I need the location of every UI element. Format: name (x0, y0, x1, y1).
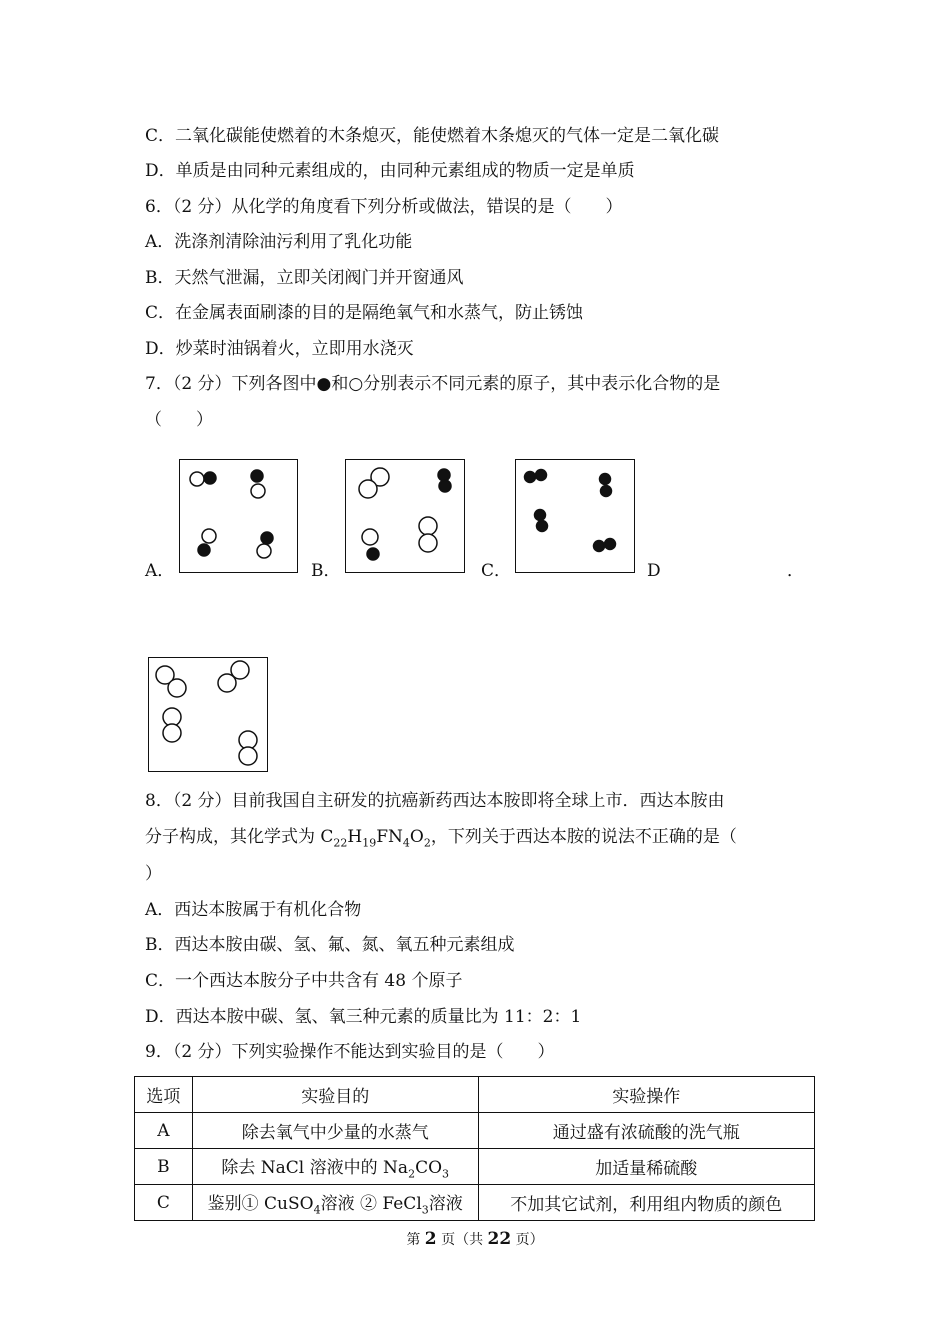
q7-diagram-a (179, 459, 298, 573)
q5-option-c: C．二氧化碳能使燃着的木条熄灭，能使燃着木条熄灭的气体一定是二氧化碳 (145, 126, 720, 146)
row-option: C (135, 1185, 193, 1221)
q5-option-d: D．单质是由同种元素组成的，由同种元素组成的物质一定是单质 (145, 161, 635, 181)
molecule-diagram-d (149, 658, 267, 771)
table-row (135, 1185, 815, 1221)
q6-option-b: B．天然气泄漏，立即关闭阀门并开窗通风 (145, 268, 464, 288)
q8-option-c: C．一个西达本胺分子中共含有 48 个原子 (145, 971, 463, 991)
q7-paren: （ ） (145, 410, 213, 430)
q6-stem: 6．（2 分）从化学的角度看下列分析或做法，错误的是（ ） (145, 197, 623, 217)
row-option: B (135, 1149, 193, 1185)
molecule-diagram-b (346, 460, 464, 572)
q6-option-d: D．炒菜时油锅着火，立即用水浇灭 (145, 339, 414, 359)
q9-stem: 9．（2 分）下列实验操作不能达到实验目的是（ ） (145, 1042, 555, 1062)
q7-label-d-dot: ． (787, 561, 804, 581)
page-footer: 第 2 页（共 22 页） (406, 1229, 544, 1249)
q7-label-d: D (647, 561, 661, 581)
row-purpose: 除去氧气中少量的水蒸气 (192, 1113, 478, 1149)
molecule-diagram-a (180, 460, 297, 572)
row-option: A (135, 1113, 193, 1149)
q7-stem: 7．（2 分）下列各图中●和○分别表示不同元素的原子，其中表示化合物的是 (145, 374, 721, 394)
row-purpose: 除去 NaCl 溶液中的 $Na_2CO_3$ (192, 1149, 478, 1185)
row-operation: 通过盛有浓硫酸的洗气瓶 (478, 1113, 814, 1149)
header-operation: 实验操作 (478, 1077, 814, 1113)
q7-diagram-b (345, 459, 465, 573)
q7-label-c: C． (481, 561, 512, 581)
q8-option-d: D．西达本胺中碳、氢、氧三种元素的质量比为 11：2：1 (145, 1007, 582, 1027)
q6-option-a: A．洗涤剂清除油污利用了乳化功能 (145, 232, 413, 252)
q7-label-b: B． (311, 561, 341, 581)
q8-stem: 8．（2 分）目前我国自主研发的抗癌新药西达本胺即将全球上市．西达本胺由 (145, 791, 725, 811)
q8-option-b: B．西达本胺由碳、氢、氟、氮、氧五种元素组成 (145, 935, 515, 955)
table-header-row (135, 1077, 815, 1113)
molecule-diagram-c (516, 460, 634, 572)
q6-option-c: C．在金属表面刷漆的目的是隔绝氧气和水蒸气，防止锈蚀 (145, 303, 584, 323)
row-purpose: 鉴别① CuSO$_4$溶液 ② FeCl$_3$溶液 (192, 1185, 478, 1221)
experiment-table (134, 1076, 815, 1221)
row-operation: 不加其它试剂，利用组内物质的颜色 (478, 1185, 814, 1221)
table-row (135, 1113, 815, 1149)
q8-option-a: A．西达本胺属于有机化合物 (145, 900, 362, 920)
table-row (135, 1149, 815, 1185)
page-total: 22 (487, 1229, 512, 1249)
q7-diagram-c (515, 459, 635, 573)
q8-stem-line3: ） (145, 864, 162, 884)
page-number: 2 (424, 1229, 437, 1249)
row-operation: 加适量稀硫酸 (478, 1149, 814, 1185)
header-option: 选项 (135, 1077, 193, 1113)
q8-stem-line2: 分子构成，其化学式为 $C_{22}H_{19}FN_4O_2$，下列关于西达本胺的说法不正确的是（ (145, 827, 737, 850)
q7-label-a: A． (145, 561, 175, 581)
q7-diagram-d (148, 657, 268, 772)
header-purpose: 实验目的 (192, 1077, 478, 1113)
